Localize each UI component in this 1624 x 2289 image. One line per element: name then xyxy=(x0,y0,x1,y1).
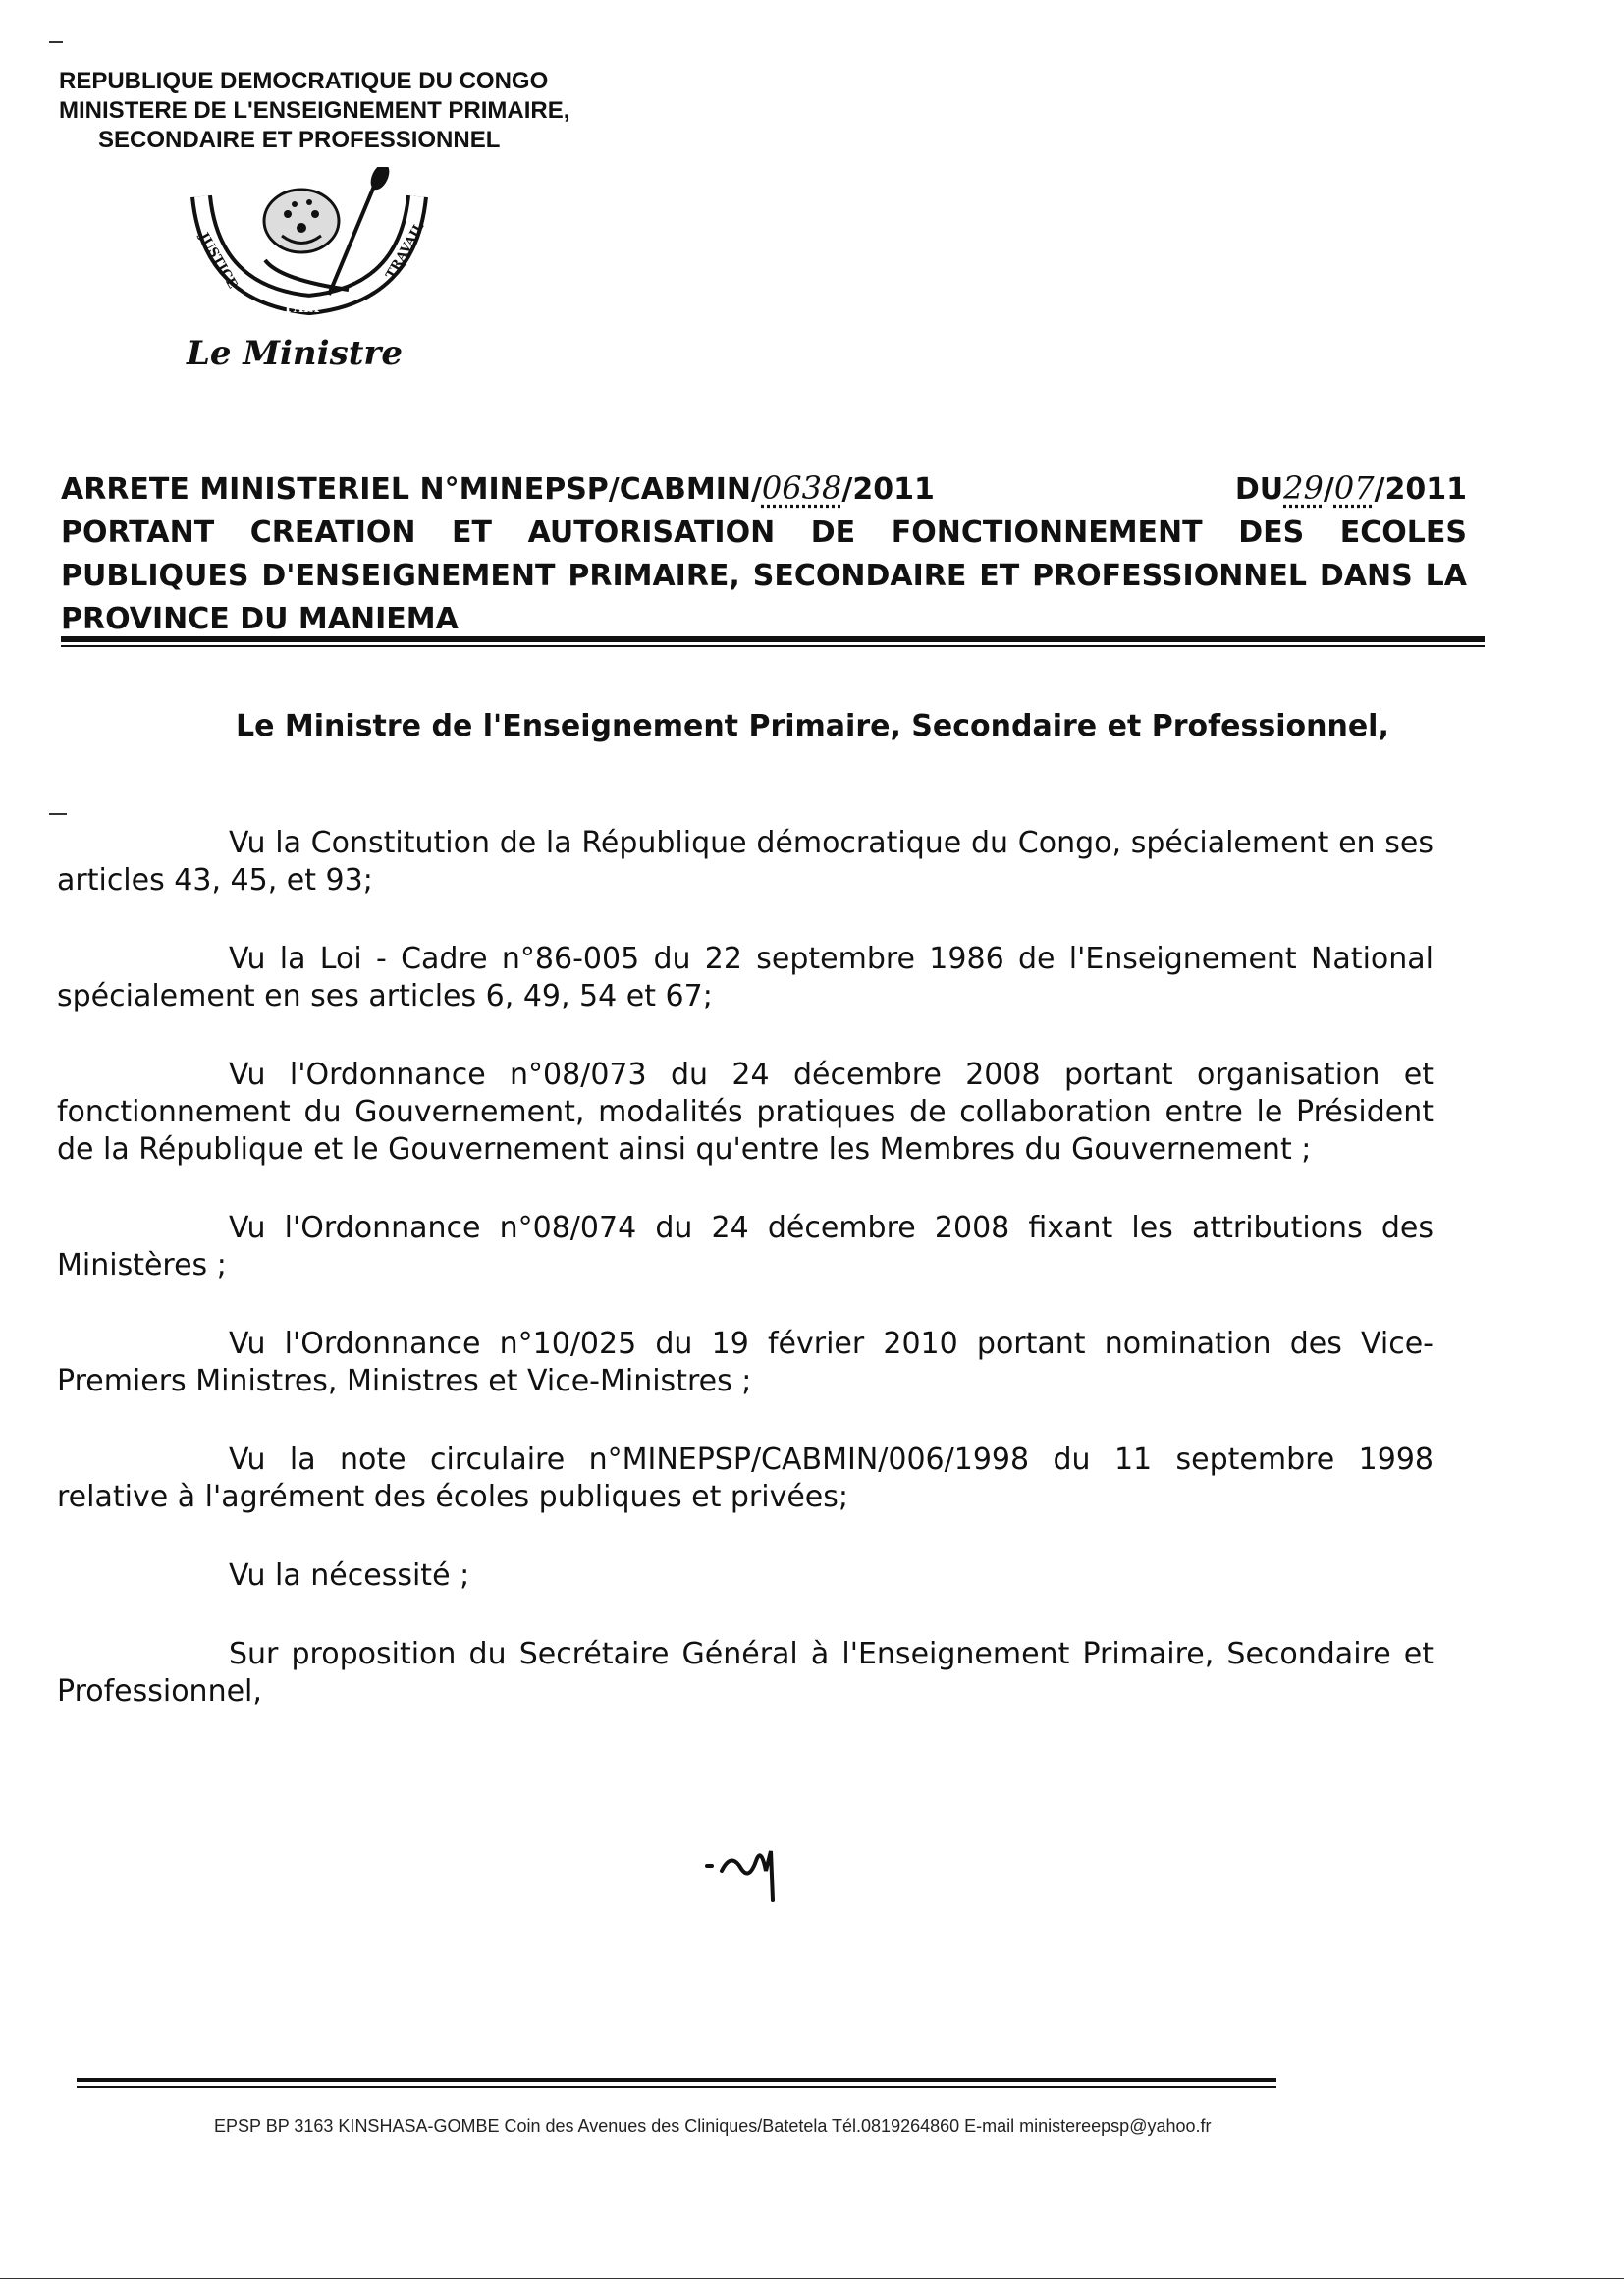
consideration-paragraph: Vu l'Ordonnance n°08/073 du 24 décembre 2008 portant organisation et fonctionnement du Gouvernement, modalités pratiques de collaboration entre le Président de la République et le Gouvernement ainsi qu'entre les Membres du Gouvernement ; xyxy=(57,1058,1434,1167)
scan-artifact xyxy=(49,41,63,43)
consideration-paragraph: Sur proposition du Secrétaire Général à l'Enseignement Primaire, Secondaire et Professionnel, xyxy=(57,1637,1434,1709)
consideration-paragraph: Vu la note circulaire n°MINEPSP/CABMIN/006/1998 du 11 septembre 1998 relative à l'agrément des écoles publiques et privées; xyxy=(57,1443,1434,1514)
handwritten-number: 0638 xyxy=(761,469,842,507)
handwritten-month: 07 xyxy=(1333,469,1375,507)
decree-number xyxy=(61,466,935,512)
consideration-paragraph: Vu la Loi - Cadre n°86-005 du 22 septembre 1986 de l'Enseignement National spécialement en ses articles 6, 49, 54 et 67; xyxy=(57,942,1434,1013)
footer-address: EPSP BP 3163 KINSHASA-GOMBE Coin des Avenues des Cliniques/Batetela Tél.0819264860 E-mail ministereepsp@yahoo.fr xyxy=(214,2116,1212,2136)
title-underline-thin xyxy=(61,645,1485,647)
scan-edge xyxy=(0,2278,1624,2279)
scan-artifact xyxy=(49,813,67,815)
decree-number-year: /2011 xyxy=(841,472,935,507)
coat-of-arms-emblem xyxy=(172,167,447,324)
letterhead-ministry: MINISTERE DE L'ENSEIGNEMENT PRIMAIRE, xyxy=(59,97,570,124)
date-year: /2011 xyxy=(1374,472,1467,507)
consideration-paragraph: Vu l'Ordonnance n°10/025 du 19 février 2010 portant nomination des Vice-Premiers Ministres, Ministres et Vice-Ministres ; xyxy=(57,1327,1434,1398)
footer-rule xyxy=(77,2078,1276,2082)
motto-justice: JUSTICE xyxy=(195,230,240,292)
title-underline xyxy=(61,636,1485,642)
decree-reference-line xyxy=(61,466,1467,512)
initials-signature xyxy=(702,1822,810,1910)
decree-title xyxy=(61,466,1467,641)
motto-travail: TRAVAIL xyxy=(383,220,428,282)
preamble: Le Ministre de l'Enseignement Primaire, Secondaire et Professionnel, xyxy=(236,709,1389,743)
date-prefix: DU xyxy=(1234,472,1284,507)
letterhead xyxy=(59,67,668,155)
letterhead-ministry-cont: SECONDAIRE ET PROFESSIONNEL xyxy=(98,127,501,153)
date-separator: / xyxy=(1323,472,1334,507)
consideration-paragraph: Vu la Constitution de la République démocratique du Congo, spécialement en ses articles 43, 45, et 93; xyxy=(57,826,1434,898)
decree-number-prefix: ARRETE MINISTERIEL N°MINEPSP/CABMIN/ xyxy=(61,472,762,507)
decree-date xyxy=(1235,466,1467,512)
considerations xyxy=(57,825,1434,1752)
minister-title: Le Ministre xyxy=(187,334,403,373)
decree-subject: PORTANT CREATION ET AUTORISATION DE FONCTIONNEMENT DES ECOLES PUBLIQUES D'ENSEIGNEMENT PRIMAIRE, SECONDAIRE ET PROFESSIONNEL DANS LA PROVINCE DU MANIEMA xyxy=(61,516,1467,636)
consideration-paragraph: Vu la nécessité ; xyxy=(229,1558,470,1593)
consideration-paragraph: Vu l'Ordonnance n°08/074 du 24 décembre 2008 fixant les attributions des Ministères ; xyxy=(57,1211,1434,1282)
handwritten-day: 29 xyxy=(1283,469,1324,507)
letterhead-country: REPUBLIQUE DEMOCRATIQUE DU CONGO xyxy=(59,68,549,94)
footer-rule-thin xyxy=(77,2086,1276,2088)
motto-paix: PAIX xyxy=(285,301,320,316)
